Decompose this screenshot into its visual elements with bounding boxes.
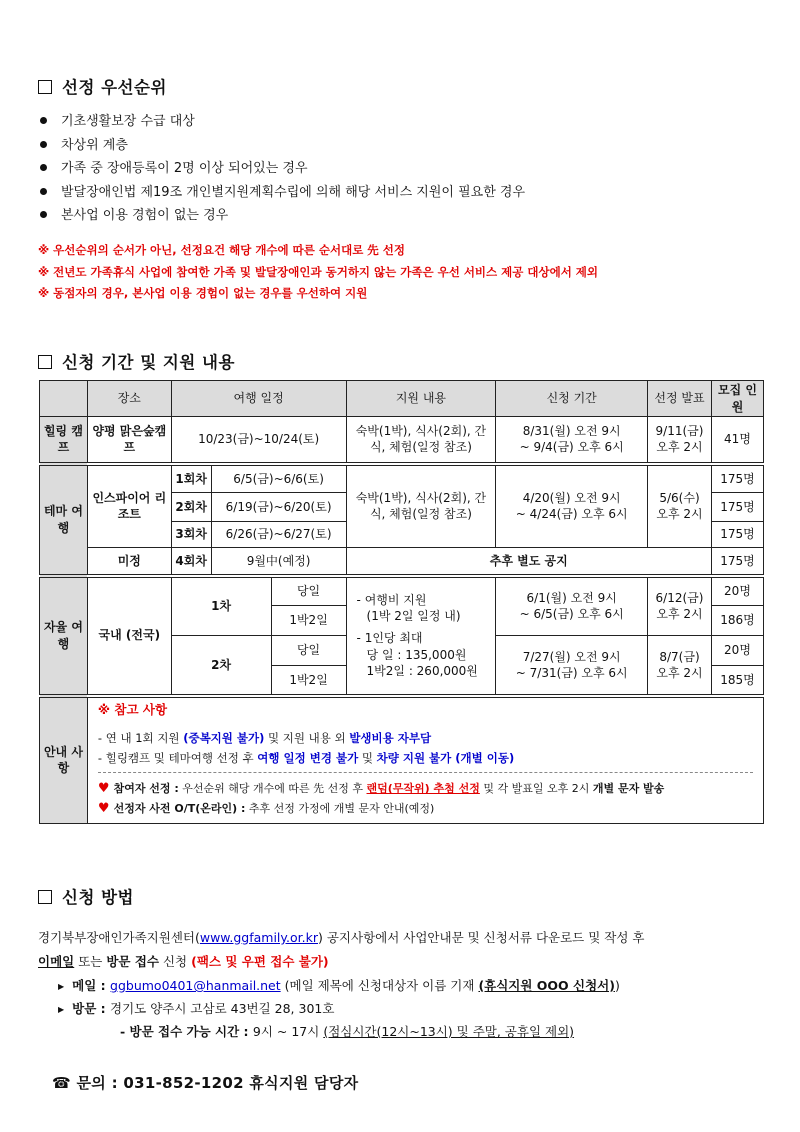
date-cell: 9월中(예정) — [211, 548, 346, 576]
visit-line — [58, 999, 334, 1017]
section-title-priority — [38, 74, 167, 98]
list-item — [38, 110, 525, 134]
list-item-text: 가족 중 장애등록이 2명 이상 되어있는 경우 — [61, 161, 308, 176]
date-cell: 6/26(금)~6/27(토) — [211, 522, 346, 548]
count-cell: 41명 — [711, 417, 763, 464]
place-cell: 국내 (전국) — [87, 576, 171, 696]
date-cell: 6/19(금)~6/20(토) — [211, 493, 346, 522]
mail-note: (메일 제목에 신청대상자 이름 기재 — [280, 978, 479, 993]
round-cell: 1회차 — [171, 464, 211, 493]
visit-address: 경기도 양주시 고삼로 43번길 28, 301호 — [110, 1001, 335, 1016]
apply-end: ~ 4/24(금) 오후 6시 — [515, 507, 628, 522]
count-cell: 175명 — [711, 464, 763, 493]
announce-cell — [648, 464, 712, 548]
guide-emphasis: 차량 지원 불가 (개별 이동) — [376, 751, 515, 766]
apply-end: ~ 9/4(금) 오후 6시 — [519, 440, 624, 455]
support-line: - 1인당 최대 — [356, 631, 423, 646]
method-emphasis: 이메일 — [38, 954, 75, 969]
announce-time: 오후 2시 — [656, 507, 703, 522]
announce-cell — [648, 636, 712, 696]
note-line: ※ 우선순위의 순서가 아닌, 선정요건 해당 개수에 따른 순서대로 先 선정 — [38, 243, 406, 257]
category-guide: 안내 사항 — [40, 696, 88, 824]
guide-text: 및 각 발표일 오후 2시 — [479, 782, 593, 796]
list-item-text: 기초생활보장 수급 대상 — [61, 114, 195, 129]
count-cell: 175명 — [711, 548, 763, 576]
count-cell: 175명 — [711, 522, 763, 548]
count-cell: 185명 — [711, 666, 763, 696]
type-cell: 당일 — [271, 636, 346, 666]
guide-text: 및 — [358, 751, 377, 766]
method-paragraph — [38, 928, 644, 946]
support-line: 1박2일 : 260,000원 — [366, 663, 478, 678]
announce-date: 6/12(금) — [655, 591, 704, 606]
guide-text: - 힐링캠프 및 테마여행 선정 후 — [97, 751, 258, 766]
list-item — [38, 204, 525, 228]
guide-line — [98, 799, 753, 819]
apply-end: ~ 6/5(금) 오후 6시 — [519, 607, 624, 622]
guide-text: 우선순위 해당 개수에 따른 先 선정 후 — [178, 782, 367, 796]
table-header-row — [40, 381, 764, 417]
round-cell: 4회차 — [171, 548, 211, 576]
header-apply: 신청 기간 — [496, 381, 648, 417]
table-row — [40, 464, 764, 493]
heart-icon: ♥ — [97, 801, 110, 817]
note-line: ※ 동점자의 경우, 본사업 이용 경험이 없는 경우를 우선하여 지원 — [38, 286, 368, 300]
guide-emphasis: 랜덤(무작위) 추첨 선정 — [366, 782, 480, 796]
list-item-text: 발달장애인법 제19조 개인별지원계획수립에 의해 해당 서비스 지원이 필요한 경우 — [61, 184, 526, 200]
header-schedule: 여행 일정 — [171, 381, 346, 417]
apply-cell — [496, 417, 648, 464]
guide-label: 참여자 선정 : — [113, 782, 179, 796]
bullet-icon — [40, 117, 47, 124]
bullet-icon — [40, 141, 47, 148]
method-paragraph — [38, 952, 329, 970]
header-announce: 선정 발표 — [648, 381, 712, 417]
method-text: 경기북부장애인가족지원센터( — [38, 930, 200, 945]
checkbox-square-icon — [38, 890, 52, 904]
list-item — [38, 181, 525, 205]
mail-label: 메일 : — [72, 978, 111, 993]
triangle-right-icon: ▶ — [58, 1005, 65, 1014]
visit-time-note: (점심시간(12시~13시) 및 주말, 공휴일 제외) — [323, 1024, 575, 1039]
table-row — [40, 576, 764, 606]
priority-list — [38, 110, 525, 228]
method-warning: (팩스 및 우편 접수 불가) — [191, 954, 329, 969]
type-cell: 1박2일 — [271, 666, 346, 696]
header-recruit: 모집 인원 — [711, 381, 763, 417]
mail-note-emphasis: (휴식지원 OOO 신청서) — [478, 978, 615, 993]
guide-line — [98, 728, 753, 748]
visit-time-line — [120, 1022, 574, 1040]
section-title-text: 선정 우선순위 — [62, 78, 167, 97]
schedule-cell: 10/23(금)~10/24(토) — [171, 417, 346, 464]
apply-cell — [496, 636, 648, 696]
heart-icon: ♥ — [97, 781, 110, 797]
category-theme: 테마 여행 — [40, 464, 88, 576]
announce-date: 9/11(금) — [655, 424, 704, 439]
header-place: 장소 — [87, 381, 171, 417]
section-title-method — [38, 884, 134, 908]
announce-time: 오후 2시 — [656, 440, 703, 455]
apply-cell — [496, 464, 648, 548]
type-cell: 1박2일 — [271, 606, 346, 636]
announce-date: 5/6(수) — [659, 491, 700, 506]
count-cell: 175명 — [711, 493, 763, 522]
method-emphasis: 방문 접수 — [106, 954, 159, 969]
guide-emphasis: (중복지원 불가) — [183, 731, 265, 746]
guide-ref-title: ※ 참고 사항 — [97, 701, 168, 717]
count-cell: 20명 — [711, 636, 763, 666]
table-row — [40, 696, 764, 824]
method-text: 신청 — [159, 954, 192, 969]
round-cell: 2회차 — [171, 493, 211, 522]
support-line: - 여행비 지원 — [356, 593, 427, 608]
guide-label: 선정자 사전 O/T(온라인) : — [113, 802, 246, 816]
announce-time: 오후 2시 — [656, 607, 703, 622]
category-healing: 힐링 캠프 — [40, 417, 88, 464]
count-cell: 186명 — [711, 606, 763, 636]
table-row — [40, 417, 764, 464]
guide-cell — [87, 696, 763, 824]
guide-text: 및 지원 내용 외 — [264, 731, 350, 746]
mail-line — [58, 976, 620, 994]
apply-start: 8/31(월) 오전 9시 — [522, 424, 621, 439]
place-cell: 미정 — [87, 548, 171, 576]
announce-cell — [648, 576, 712, 636]
announce-time: 오후 2시 — [656, 665, 703, 680]
type-cell: 당일 — [271, 576, 346, 606]
apply-start: 7/27(월) 오전 9시 — [522, 649, 621, 664]
guide-text: - 연 내 1회 지원 — [97, 731, 184, 746]
visit-label: 방문 : — [72, 1001, 111, 1016]
guide-emphasis: 개별 문자 발송 — [592, 782, 665, 796]
announce-date: 8/7(금) — [659, 649, 700, 664]
method-text: ) 공지사항에서 사업안내문 및 신청서류 다운로드 및 작성 후 — [318, 930, 645, 945]
round-cell: 3회차 — [171, 522, 211, 548]
support-line: 당 일 : 135,000원 — [366, 647, 467, 662]
header-support: 지원 내용 — [346, 381, 496, 417]
place-cell: 인스파이어 리조트 — [87, 464, 171, 548]
visit-time-label: - 방문 접수 가능 시간 : — [120, 1024, 253, 1039]
section-title-text: 신청 기간 및 지원 내용 — [62, 353, 235, 372]
website-link[interactable]: www.ggfamily.or.kr — [199, 930, 318, 945]
place-cell: 양평 맑은숲캠프 — [87, 417, 171, 464]
notice-cell: 추후 별도 공지 — [346, 548, 711, 576]
table-row — [40, 548, 764, 576]
apply-start: 4/20(월) 오전 9시 — [522, 491, 621, 506]
bullet-icon — [40, 211, 47, 218]
support-cell — [346, 576, 496, 696]
guide-emphasis: 발생비용 자부담 — [349, 731, 432, 746]
guide-emphasis: 여행 일정 변경 불가 — [257, 751, 359, 766]
section-title-period — [38, 349, 235, 373]
support-cell: 숙박(1박), 식사(2회), 간식, 체험(일정 참조) — [346, 417, 496, 464]
email-link[interactable]: ggbumo0401@hanmail.net — [110, 978, 281, 993]
priority-notes — [38, 240, 598, 305]
list-item — [38, 134, 525, 158]
date-cell: 6/5(금)~6/6(토) — [211, 464, 346, 493]
visit-time: 9시 ~ 17시 — [252, 1024, 324, 1039]
support-cell: 숙박(1박), 식사(2회), 간식, 체험(일정 참조) — [346, 464, 496, 548]
announce-cell — [648, 417, 712, 464]
bullet-icon — [40, 188, 47, 195]
checkbox-square-icon — [38, 355, 52, 369]
bullet-icon — [40, 164, 47, 171]
guide-line — [98, 748, 753, 768]
count-cell: 20명 — [711, 576, 763, 606]
list-item — [38, 157, 525, 181]
mail-note: ) — [614, 978, 620, 993]
apply-start: 6/1(월) 오전 9시 — [526, 591, 617, 606]
checkbox-square-icon — [38, 80, 52, 94]
guide-line — [98, 779, 753, 799]
contact-line: ☎ 문의 : 031-852-1202 휴식지원 담당자 — [52, 1074, 359, 1092]
support-line: (1박 2일 일정 내) — [366, 609, 461, 624]
list-item-text: 차상위 계층 — [61, 137, 128, 153]
category-free: 자율 여행 — [40, 576, 88, 696]
section-title-text: 신청 방법 — [62, 888, 135, 907]
method-text: 또는 — [74, 954, 107, 969]
apply-end: ~ 7/31(금) 오후 6시 — [515, 665, 628, 680]
note-line: ※ 전년도 가족휴식 사업에 참여한 가족 및 발달장애인과 동거하지 않는 가족은 우선 서비스 제공 대상에서 제외 — [38, 264, 599, 279]
header-blank — [40, 381, 88, 417]
round-cell: 1차 — [171, 576, 271, 636]
guide-text: 추후 선정 가정에 개별 문자 안내(예정) — [245, 802, 435, 816]
support-table — [39, 380, 764, 824]
apply-cell — [496, 576, 648, 636]
guide-divider — [98, 772, 753, 773]
list-item-text: 본사업 이용 경험이 없는 경우 — [61, 208, 229, 223]
triangle-right-icon: ▶ — [58, 982, 65, 991]
round-cell: 2차 — [171, 636, 271, 696]
